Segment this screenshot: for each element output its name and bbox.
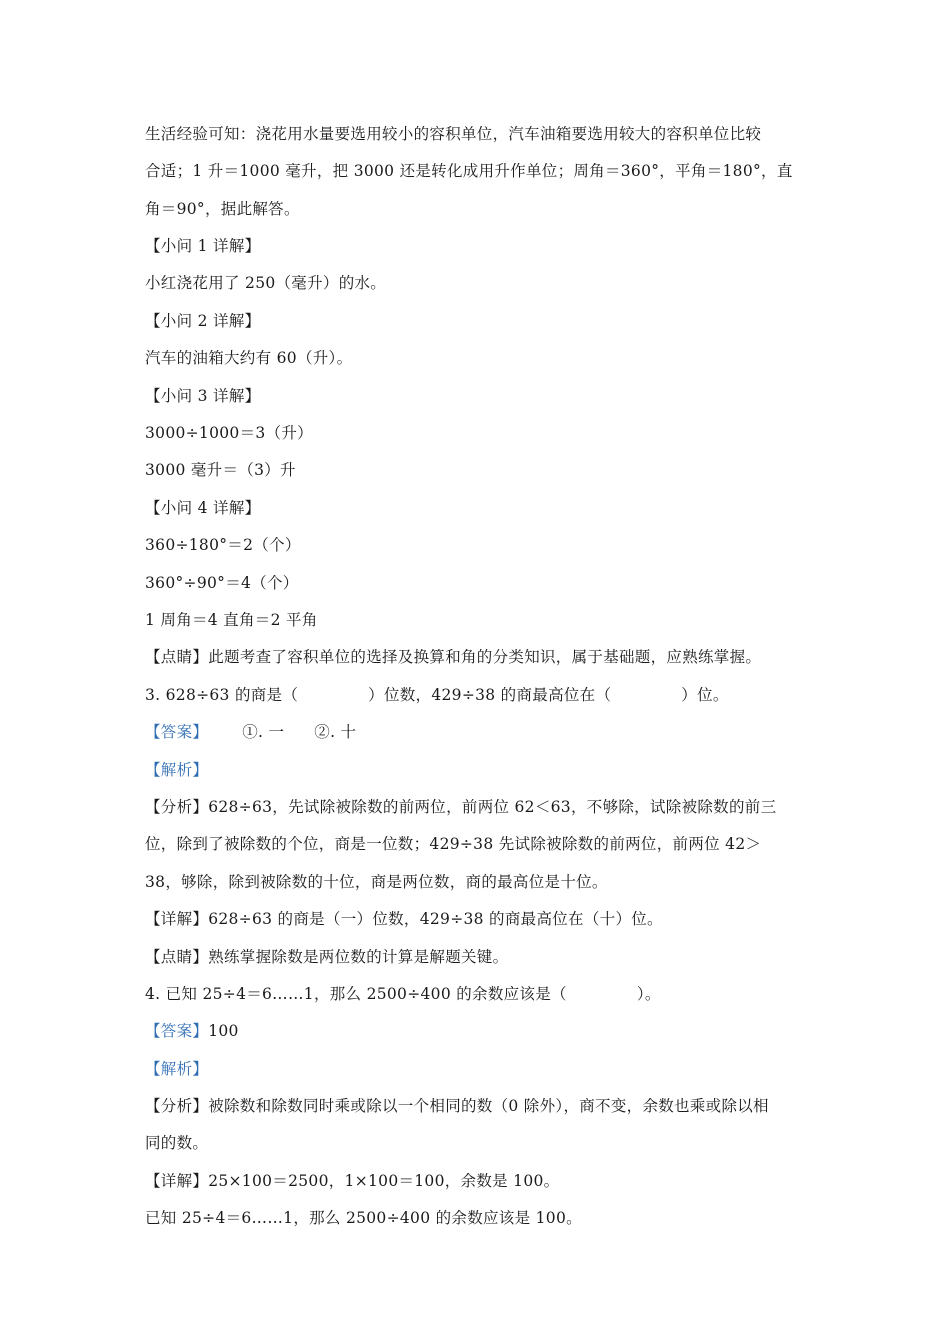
question-3 (145, 685, 815, 705)
explanation-label: 【解析】 (145, 761, 209, 779)
analysis-text-line: 【分析】628÷63，先试除被除数的前两位，前两位 62＜63，不够除，试除被除数的前三 (145, 798, 777, 816)
calculation-line: 360°÷90°＝4（个） (145, 574, 299, 592)
question-text: ）位。 (681, 686, 729, 704)
calculation-line: 3000 毫升＝（3）升 (145, 461, 296, 479)
subquestion-heading: 【小问 3 详解】 (145, 387, 261, 405)
analysis-text-line: 位，除到了被除数的个位，商是一位数；429÷38 先试除被除数的前两位，前两位 42＞ (145, 835, 762, 853)
answer-label: 【答案】 (145, 723, 209, 741)
explanation-label: 【解析】 (145, 1060, 209, 1078)
answer-value: 100 (208, 1022, 239, 1040)
analysis-text-line: 生活经验可知：浇花用水量要选用较小的容积单位，汽车油箱要选用较大的容积单位比较 (145, 125, 762, 143)
detail-text-line: 【详解】25×100＝2500，1×100＝100，余数是 100。 (145, 1172, 560, 1190)
analysis-text-line: 同的数。 (145, 1134, 209, 1152)
question-text: ）。 (636, 985, 661, 1003)
analysis-text-line: 38，够除，除到被除数的十位，商是两位数，商的最高位是十位。 (145, 873, 608, 891)
subquestion-heading: 【小问 4 详解】 (145, 499, 261, 517)
detail-text-line: 已知 25÷4＝6……1，那么 2500÷400 的余数应该是 100。 (145, 1209, 582, 1227)
subquestion-heading: 【小问 2 详解】 (145, 312, 261, 330)
question-number: 3. (145, 686, 161, 704)
answer-line (145, 722, 815, 742)
question-text: ）位数，429÷38 的商最高位在（ (368, 686, 612, 704)
question-number: 4. (145, 985, 161, 1003)
answer-line (145, 1021, 815, 1041)
answer-value: ①. 一 (242, 723, 285, 741)
key-point-text: 【点睛】熟练掌握除数是两位数的计算是解题关键。 (145, 948, 509, 966)
analysis-text-line: 角＝90°，据此解答。 (145, 200, 300, 218)
subquestion-answer: 小红浇花用了 250（毫升）的水。 (145, 274, 387, 292)
calculation-line: 3000÷1000＝3（升） (145, 424, 313, 442)
calculation-line: 1 周角＝4 直角＝2 平角 (145, 611, 318, 629)
subquestion-heading: 【小问 1 详解】 (145, 237, 261, 255)
answer-value: ②. 十 (314, 723, 357, 741)
key-point-text: 【点睛】此题考查了容积单位的选择及换算和角的分类知识，属于基础题，应熟练掌握。 (145, 648, 762, 666)
question-text: 已知 25÷4＝6……1，那么 2500÷400 的余数应该是（ (165, 985, 567, 1003)
calculation-line: 360÷180°＝2（个） (145, 536, 301, 554)
analysis-text-line: 合适；1 升＝1000 毫升，把 3000 还是转化成用升作单位；周角＝360°，平角＝180°，直 (145, 162, 793, 180)
question-text: 628÷63 的商是（ (165, 686, 299, 704)
detail-text-line: 【详解】628÷63 的商是（一）位数，429÷38 的商最高位在（十）位。 (145, 910, 663, 928)
subquestion-answer: 汽车的油箱大约有 60（升）。 (145, 349, 353, 367)
answer-label: 【答案】 (145, 1022, 209, 1040)
question-4 (145, 984, 815, 1004)
analysis-text-line: 【分析】被除数和除数同时乘或除以一个相同的数（0 除外），商不变，余数也乘或除以相 (145, 1097, 769, 1115)
